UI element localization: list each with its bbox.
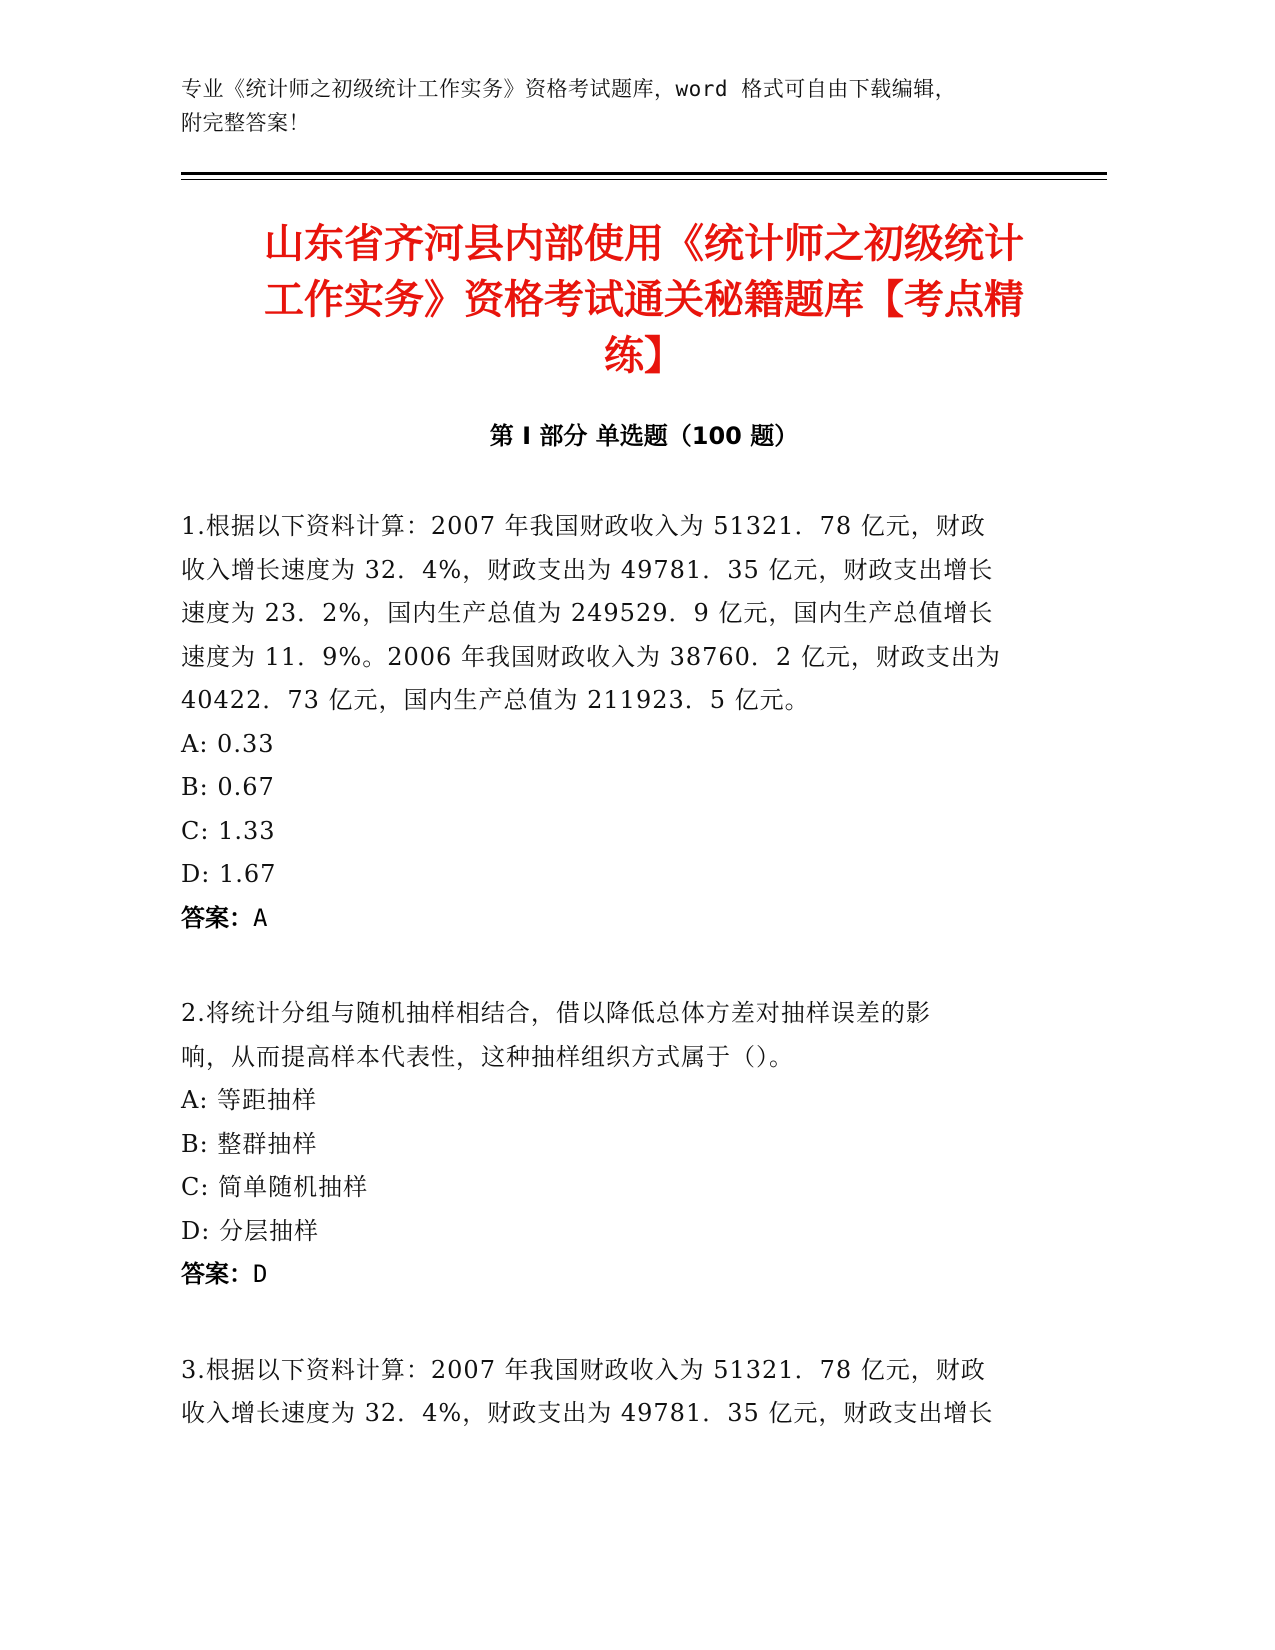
- question-stem: [181, 1349, 1041, 1436]
- header-rule-thick: [181, 172, 1107, 175]
- document-title-line: 练】: [604, 333, 684, 379]
- question-list: [181, 505, 1041, 1488]
- question-stem: [181, 992, 1041, 1079]
- option-a: A: 0.33: [181, 729, 275, 758]
- question-stem-line: 速度为 11．9%。2006 年我国财政收入为 38760．2 亿元，财政支出为: [181, 642, 1001, 671]
- question-stem-line: 收入增长速度为 32．4%，财政支出为 49781．35 亿元，财政支出增长: [181, 555, 994, 584]
- option-d: D: 1.67: [181, 860, 277, 888]
- option-c: C: 1.33: [181, 816, 276, 845]
- question-stem-line: 1.根据以下资料计算：2007 年我国财政收入为 51321．78 亿元，财政: [181, 512, 986, 540]
- document-title-line: 工作实务》资格考试通关秘籍题库【考点精: [264, 277, 1024, 323]
- header-note-line: 附完整答案！: [181, 111, 310, 135]
- question-stem: [181, 505, 1041, 723]
- option-c: C: 简单随机抽样: [181, 1173, 369, 1201]
- question-item: [181, 505, 1041, 940]
- answer-value: D: [253, 1260, 268, 1288]
- answer-value: A: [253, 903, 268, 932]
- section-title: 第 I 部分 单选题（100 题）: [489, 422, 799, 450]
- option-b: B: 0.67: [181, 773, 275, 801]
- answer-line: [181, 1253, 1041, 1297]
- option-d: D: 分层抽样: [181, 1216, 319, 1245]
- question-stem-line: 2.将统计分组与随机抽样相结合，借以降低总体方差对抽样误差的影: [181, 999, 931, 1027]
- question-stem-line: 速度为 23．2%，国内生产总值为 249529．9 亿元，国内生产总值增长: [181, 599, 994, 627]
- answer-label: 答案：: [181, 1260, 253, 1288]
- question-stem-line: 响，从而提高样本代表性，这种抽样组织方式属于（）。: [181, 1042, 794, 1071]
- header-note-line: 专业《统计师之初级统计工作实务》资格考试题库，word 格式可自由下载编辑，: [181, 77, 957, 101]
- question-stem-line: 收入增长速度为 32．4%，财政支出为 49781．35 亿元，财政支出增长: [181, 1399, 994, 1427]
- question-stem-line: 40422．73 亿元，国内生产总值为 211923．5 亿元。: [181, 686, 810, 714]
- header-rule-thin: [181, 179, 1107, 180]
- header-note: [181, 72, 1041, 140]
- question-item: [181, 992, 1041, 1297]
- question-stem-line: 3.根据以下资料计算：2007 年我国财政收入为 51321．78 亿元，财政: [181, 1355, 986, 1384]
- answer-line: [181, 897, 1041, 941]
- option-b: B: 整群抽样: [181, 1129, 318, 1158]
- question-item: [181, 1349, 1041, 1436]
- document-title: [181, 216, 1107, 384]
- answer-label: 答案：: [181, 903, 253, 932]
- document-title-line: 山东省齐河县内部使用《统计师之初级统计: [264, 221, 1024, 267]
- option-a: A: 等距抽样: [181, 1086, 318, 1114]
